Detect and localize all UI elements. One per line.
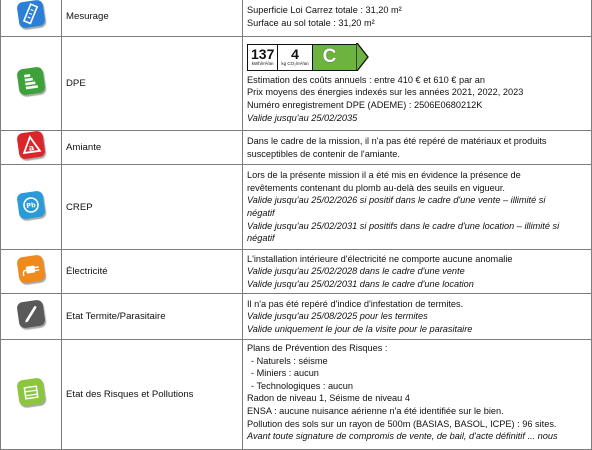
validity-line: négatif — [247, 233, 275, 244]
row-termites — [1, 294, 592, 340]
validity-line: Valide uniquement le jour de la visite pour le parasitaire — [247, 323, 473, 334]
validity-line: négatif — [247, 208, 275, 218]
diagnostic-name: Mesurage — [62, 0, 243, 37]
detail-line-partial: Avant toute signature de compromis de vente, de bail, d'acte définitif ... nous — [247, 431, 558, 442]
validity-line: Valide jusqu'au 25/02/2031 dans le cadre d'une location — [247, 278, 474, 289]
row-amiante — [1, 131, 592, 165]
energy-bars-icon — [16, 66, 45, 95]
detail-line: susceptibles de contenir de l'amiante. — [247, 148, 400, 159]
detail-line: Dans le cadre de la mission, il n'a pas été repéré de matériaux et produits — [247, 135, 547, 146]
diagnostic-name: Etat Termite/Parasitaire — [62, 294, 243, 340]
detail-line: revêtements contenant du plomb au-delà des seuils en vigueur. — [247, 182, 505, 193]
termite-pen-icon — [16, 299, 45, 328]
dpe-class-letter: C — [322, 45, 337, 67]
asbestos-warning-icon — [16, 130, 45, 159]
diagnostic-name: DPE — [62, 37, 243, 131]
dpe-energy-value: 137 — [251, 46, 275, 63]
diagnostic-name: Amiante — [62, 131, 243, 165]
diagnostic-name: Etat des Risques et Pollutions — [62, 340, 243, 450]
diagnostic-details — [243, 131, 592, 165]
row-erp — [1, 340, 592, 450]
icon-cell — [1, 37, 62, 131]
row-dpe — [1, 37, 592, 131]
ruler-icon — [16, 0, 45, 29]
detail-line: Il n'a pas été repéré d'indice d'infestation de termites. — [247, 298, 464, 309]
icon-cell — [1, 340, 62, 450]
detail-line: Numéro enregistrement DPE (ADEME) : 2506E0680212K — [247, 100, 483, 110]
icon-cell — [1, 131, 62, 165]
validity-line: Valide jusqu'au 25/02/2026 si positif dans le cadre d'une vente – illimité si — [247, 195, 546, 206]
icon-cell — [1, 250, 62, 294]
diagnostic-details — [243, 294, 592, 340]
detail-line: Estimation des coûts annuels : entre 410 € et 610 € par an — [247, 74, 486, 85]
dpe-energy — [248, 45, 278, 70]
lead-pb-icon — [16, 190, 45, 219]
validity-line: Valide jusqu'au 25/08/2025 pour les termites — [247, 311, 428, 322]
detail-line: - Technologiques : aucun — [251, 380, 353, 391]
electric-plug-icon — [16, 254, 45, 283]
dpe-ges-unit: kg CO₂/m²/an — [281, 61, 309, 67]
diagnostic-details — [243, 37, 592, 131]
diagnostic-name: Électricité — [62, 250, 243, 294]
icon-cell — [1, 294, 62, 340]
detail-line: Pollution des sols sur un rayon de 500m (BASIAS, BASOL, ICPE) : 96 sites. — [247, 418, 557, 429]
dpe-class-badge — [313, 45, 357, 70]
detail-line: Lors de la présente mission il a été mis en évidence la présence de — [247, 170, 521, 181]
validity-line: Valide jusqu'au 25/02/2035 — [247, 112, 358, 123]
row-crep — [1, 165, 592, 250]
svg-text:Pb: Pb — [25, 200, 37, 210]
dpe-label — [247, 44, 358, 71]
detail-line: L'installation intérieure d'électricité ne comporte aucune anomalie — [247, 253, 513, 264]
icon-cell — [1, 165, 62, 250]
detail-line: Prix moyens des énergies indexés sur les années 2021, 2022, 2023 — [247, 87, 524, 98]
row-mesurage — [1, 0, 592, 37]
svg-text:a: a — [28, 143, 35, 153]
validity-line: Valide jusqu'au 25/02/2028 dans le cadre d'une vente — [247, 266, 465, 277]
diagnostic-details — [243, 340, 592, 450]
diagnostic-name: CREP — [62, 165, 243, 250]
detail-line: - Naturels : séisme — [251, 355, 328, 366]
icon-cell — [1, 0, 62, 37]
detail-line: ENSA : aucune nuisance aérienne n'a été identifiée sur le bien. — [247, 405, 504, 416]
dpe-energy-unit: kWh/m²/an — [251, 61, 274, 67]
detail-line: - Miniers : aucun — [251, 368, 319, 379]
dpe-ges — [278, 45, 312, 70]
risk-pollution-icon — [16, 377, 45, 406]
diagnostic-details — [243, 250, 592, 294]
dpe-ges-value: 4 — [291, 46, 299, 63]
detail-line: Surface au sol totale : 31,20 m² — [247, 17, 375, 28]
detail-line: Radon de niveau 1, Séisme de niveau 4 — [247, 393, 410, 404]
validity-line: Valide jusqu'au 25/02/2031 si positifs dans le cadre d'une location – illimité si — [247, 220, 560, 231]
diagnostic-details — [243, 0, 592, 37]
detail-line: Superficie Loi Carrez totale : 31,20 m² — [247, 4, 402, 15]
diagnostic-details — [243, 165, 592, 250]
detail-line: Plans de Prévention des Risques : — [247, 343, 388, 353]
row-electricite — [1, 250, 592, 294]
